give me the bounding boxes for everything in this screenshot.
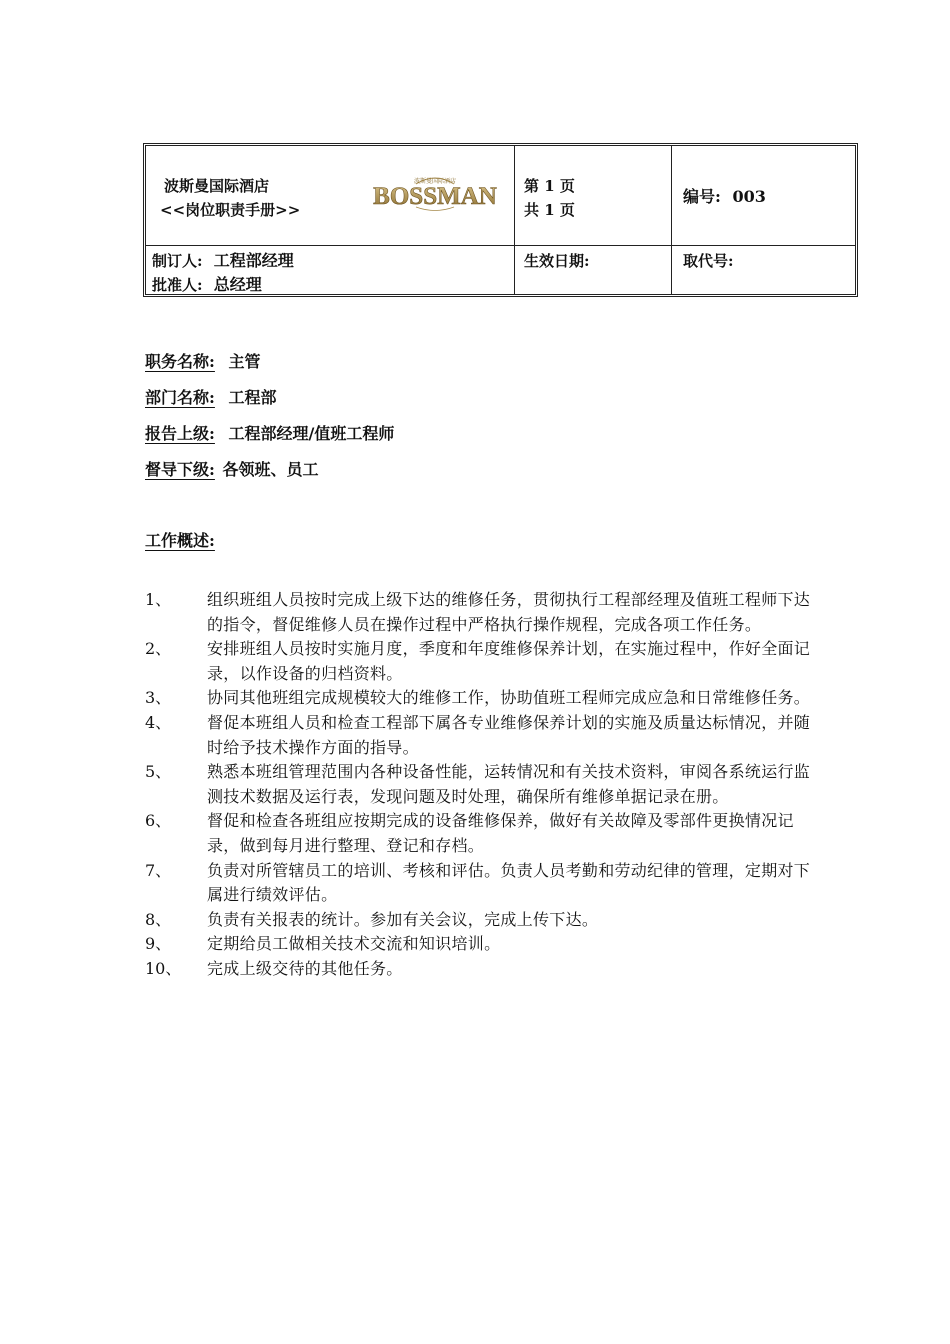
- svg-text:BOSSMAN: BOSSMAN: [373, 183, 497, 210]
- field-reports-to: 报告上级: 工程部经理/值班工程师: [145, 424, 395, 443]
- item-number: 7、: [145, 860, 172, 880]
- field-supervises: 督导下级: 各领班、员工: [145, 460, 319, 479]
- hotel-title-block: [160, 174, 301, 222]
- overview-heading: [145, 528, 215, 551]
- field-label: 职务名称: [145, 352, 210, 371]
- item-number: 10、: [145, 958, 182, 978]
- list-item: [145, 637, 825, 686]
- list-item: [145, 711, 825, 760]
- item-text: 熟悉本班组管理范围内各种设备性能，运转情况和有关技术资料，审阅各系统运行监测技术数据及运行表，发现问题及时处理，确保所有维修单据记录在册。: [207, 762, 811, 806]
- approver-value: 总经理: [213, 275, 262, 294]
- item-number: 5、: [145, 762, 172, 782]
- item-text: 负责对所管辖员工的培训、考核和评估。负责人员考勤和劳动纪律的管理，定期对下属进行绩效评估。: [207, 860, 811, 905]
- item-number: 2、: [145, 639, 172, 659]
- field-label: 督导下级: [145, 460, 210, 479]
- overview-colon: :: [209, 531, 215, 550]
- overview-title-text: 工作概述: [145, 531, 210, 550]
- list-item: [145, 588, 825, 637]
- item-text: 定期给员工做相关技术交流和知识培训。: [207, 934, 501, 954]
- field-label: 报告上级: [145, 424, 210, 443]
- page-number: 第 1 页: [524, 177, 575, 195]
- bossman-logo: [368, 174, 503, 214]
- doc-number: [683, 185, 766, 209]
- approver-label: 批准人:: [152, 276, 203, 294]
- author-value: 工程部经理: [213, 251, 294, 270]
- list-item: [145, 957, 825, 982]
- list-item: [145, 932, 825, 957]
- item-text: 协同其他班组完成规模较大的维修工作，协助值班工程师完成应急和日常维修任务。: [207, 688, 811, 708]
- item-text: 组织班组人员按时完成上级下达的维修任务，贯彻执行工程部经理及值班工程师下达的指令，督促维修人员在操作过程中严格执行操作规程，完成各项工作任务。: [207, 590, 811, 634]
- replacement-number-label: 取代号:: [683, 252, 734, 270]
- position-info: [145, 348, 394, 492]
- field-department: 部门名称: 工程部: [145, 388, 277, 407]
- item-number: 1、: [145, 590, 172, 609]
- list-item: [145, 809, 825, 858]
- authorship-block: [152, 249, 294, 297]
- field-label: 部门名称: [145, 388, 210, 407]
- column-divider: [514, 146, 515, 294]
- item-text: 负责有关报表的统计。参加有关会议，完成上传下达。: [207, 909, 599, 929]
- doc-number-label: 编号:: [683, 187, 721, 206]
- list-item: [145, 859, 825, 908]
- item-number: 4、: [145, 712, 172, 732]
- doc-number-value: 003: [732, 187, 766, 206]
- item-text: 督促和检查各班组应按期完成的设备维修保养，做好有关故障及零部件更换情况记录，做到每月进行整理、登记和存档。: [207, 811, 794, 855]
- field-value: 工程部经理/值班工程师: [228, 424, 395, 443]
- document-header-table: [143, 143, 858, 297]
- effective-date-label: 生效日期:: [524, 252, 590, 270]
- field-job-title: 职务名称: 主管: [145, 352, 261, 371]
- item-number: 3、: [145, 688, 172, 708]
- field-value: 主管: [228, 352, 261, 371]
- page-info: [524, 174, 575, 222]
- list-item: [145, 908, 825, 933]
- row-divider: [146, 245, 855, 246]
- manual-title: <<岗位职责手册>>: [160, 201, 301, 219]
- item-number: 9、: [145, 934, 172, 954]
- item-number: 6、: [145, 811, 172, 831]
- field-value: 工程部: [228, 388, 277, 407]
- hotel-name: 波斯曼国际酒店: [164, 177, 270, 195]
- list-item: [145, 760, 825, 809]
- duty-list: [145, 588, 825, 982]
- page-total: 共 1 页: [524, 201, 575, 219]
- item-text: 完成上级交待的其他任务。: [207, 958, 403, 978]
- list-item: [145, 686, 825, 711]
- item-number: 8、: [145, 909, 172, 929]
- item-text: 督促本班组人员和检查工程部下属各专业维修保养计划的实施及质量达标情况，并随时给予技术操作方面的指导。: [207, 712, 811, 757]
- svg-text:波斯曼国际酒店: 波斯曼国际酒店: [413, 178, 457, 185]
- field-value: 各领班、员工: [222, 460, 319, 479]
- item-text: 安排班组人员按时实施月度，季度和年度维修保养计划，在实施过程中，作好全面记录，以作设备的归档资料。: [207, 639, 811, 683]
- column-divider: [671, 146, 672, 294]
- author-label: 制订人:: [152, 252, 203, 270]
